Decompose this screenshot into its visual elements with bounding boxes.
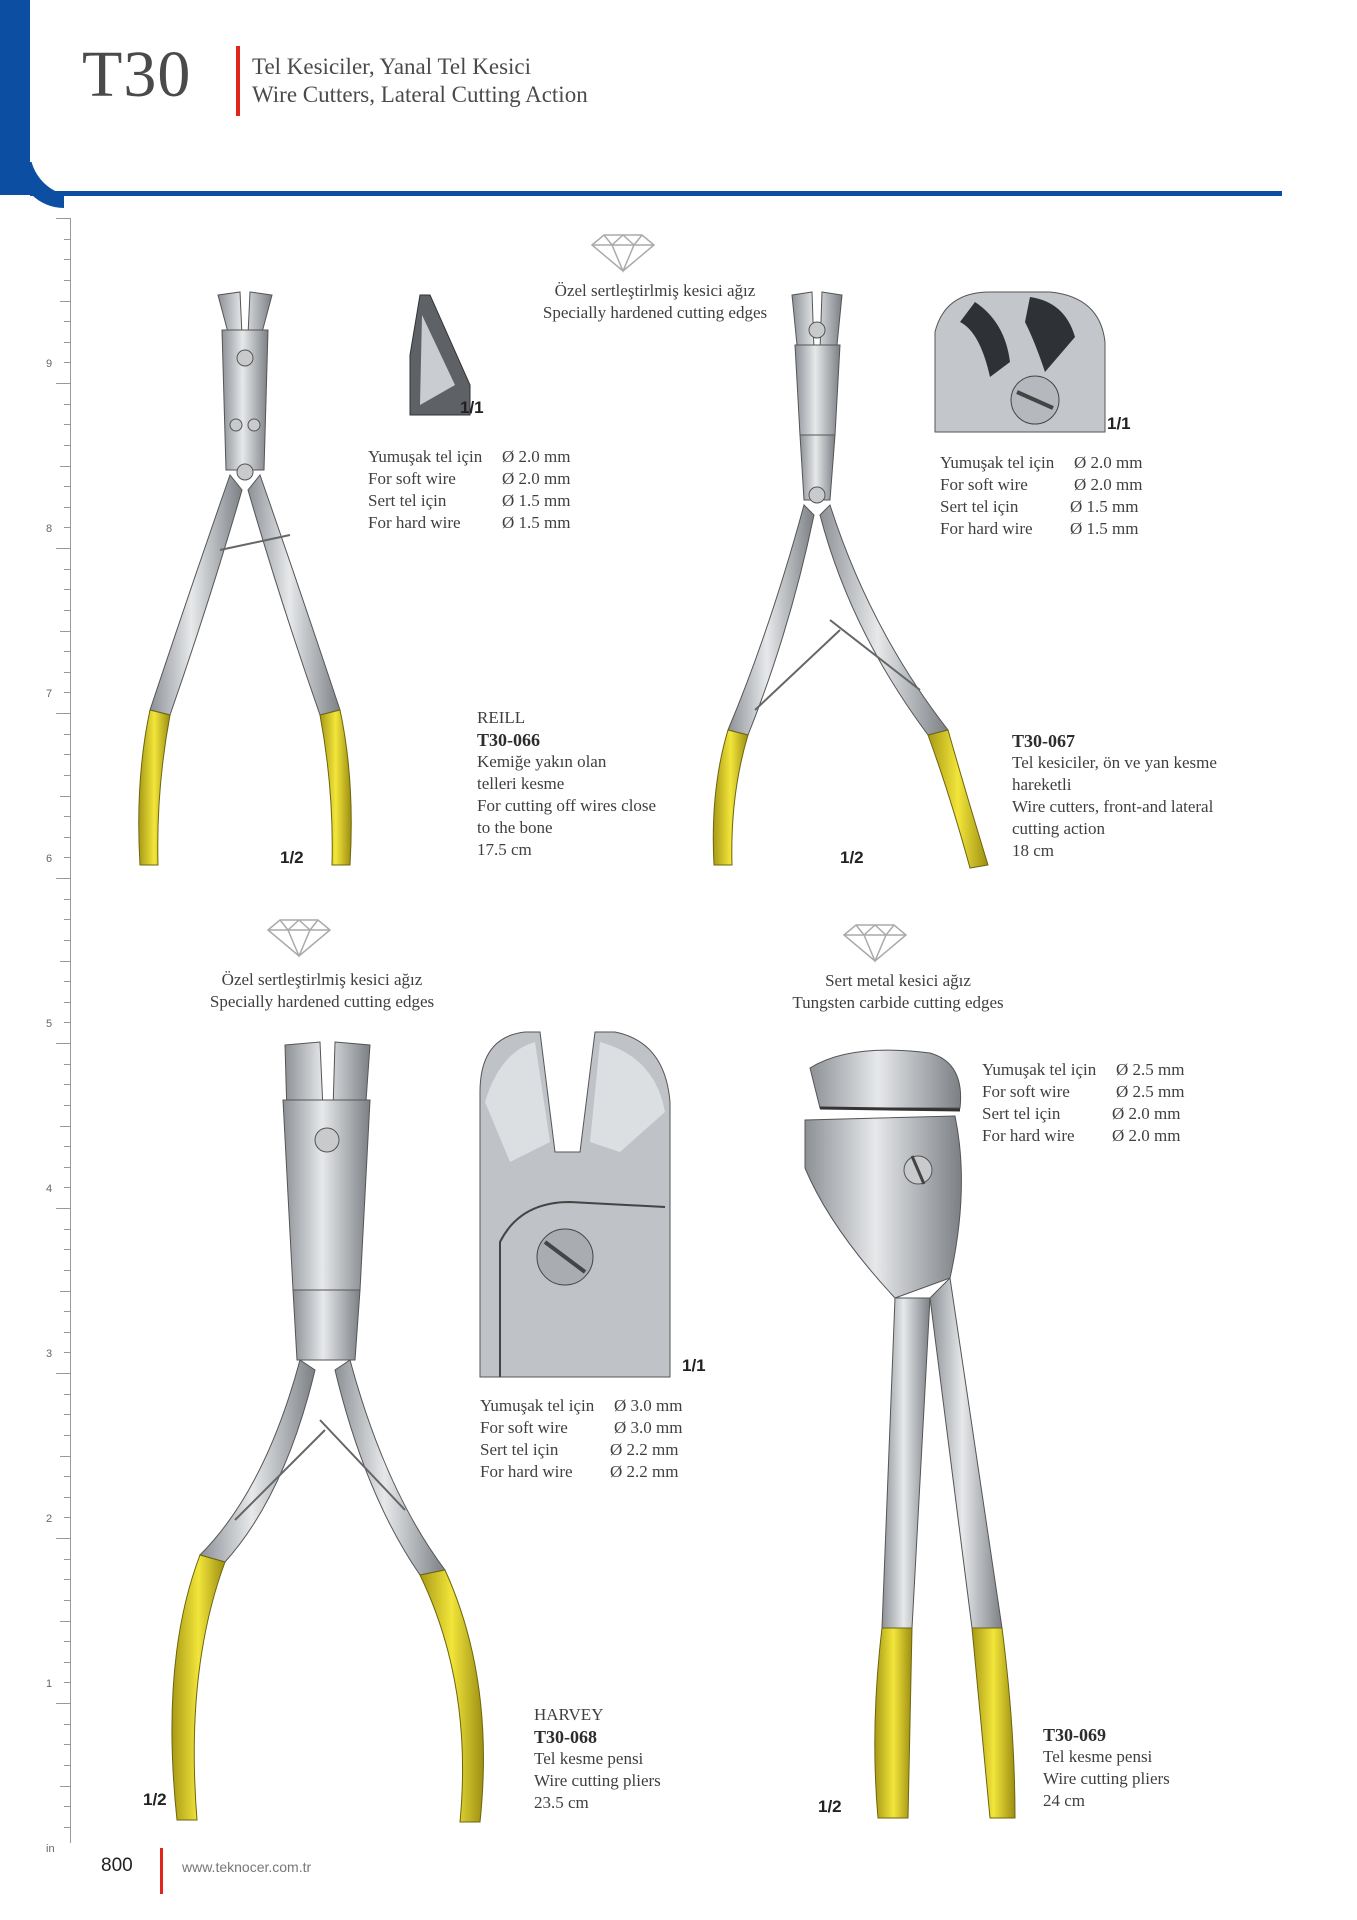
spec-value: Ø 2.0 mm — [1074, 453, 1143, 472]
page-number: 800 — [101, 1855, 133, 1876]
section-title-tr: Tel Kesiciler, Yanal Tel Kesici — [252, 54, 532, 79]
website-link[interactable]: www.teknocer.com.tr — [182, 1859, 312, 1875]
detail-image-t30-066 — [410, 295, 480, 415]
product-desc-en: cutting action — [1012, 819, 1106, 838]
header-rule — [30, 191, 1282, 196]
ruler-number: 1 — [46, 1678, 53, 1690]
spec-label: For hard wire — [982, 1126, 1075, 1145]
badge-text-t30-068 — [172, 969, 472, 1013]
product-size: 23.5 cm — [534, 1793, 589, 1812]
spec-table-t30-066 — [368, 446, 570, 534]
spec-value: Ø 1.5 mm — [1070, 519, 1139, 538]
ruler-number: 7 — [46, 688, 53, 700]
spec-label: Sert tel için — [982, 1104, 1061, 1123]
spec-label: For hard wire — [480, 1462, 573, 1481]
spec-label: Yumuşak tel için — [368, 447, 483, 466]
product-info-t30-067 — [1012, 730, 1217, 862]
spec-value: Ø 3.0 mm — [614, 1396, 683, 1415]
spec-label: Yumuşak tel için — [480, 1396, 595, 1415]
product-info-t30-068 — [534, 1704, 661, 1814]
spec-value: Ø 2.0 mm — [502, 447, 571, 466]
ruler-number: 9 — [46, 358, 53, 370]
spec-table-t30-069 — [982, 1059, 1184, 1147]
header-side-band — [0, 0, 30, 195]
badge-text-t30-069 — [748, 970, 1048, 1014]
spec-value: Ø 2.0 mm — [1112, 1104, 1181, 1123]
product-desc-tr: Tel kesiciler, ön ve yan kesme — [1012, 753, 1217, 772]
product-code: T30-066 — [477, 730, 540, 750]
spec-label: For soft wire — [940, 475, 1028, 494]
ruler-unit: in — [46, 1843, 55, 1855]
product-desc-en: Wire cutters, front-and lateral — [1012, 797, 1214, 816]
ruler-number: 8 — [46, 523, 53, 535]
product-size: 24 cm — [1043, 1791, 1086, 1810]
spec-label: For hard wire — [940, 519, 1033, 538]
product-info-t30-069 — [1043, 1724, 1170, 1812]
header-divider — [236, 46, 240, 116]
product-size: 17.5 cm — [477, 840, 532, 859]
product-desc-tr: telleri kesme — [477, 774, 565, 793]
inch-ruler — [46, 218, 76, 1855]
spec-value: Ø 2.0 mm — [1074, 475, 1143, 494]
spec-label: Sert tel için — [940, 497, 1019, 516]
diamond-icon — [266, 918, 332, 958]
product-desc-en: to the bone — [477, 818, 553, 837]
product-desc-tr: Tel kesme pensi — [534, 1749, 644, 1768]
spec-value: Ø 1.5 mm — [502, 513, 571, 532]
product-size: 18 cm — [1012, 841, 1055, 860]
scale-label: 1/2 — [818, 1797, 842, 1816]
badge-en: Specially hardened cutting edges — [209, 992, 435, 1011]
header-corner — [30, 150, 76, 196]
scale-label: 1/2 — [143, 1790, 167, 1809]
scale-label: 1/1 — [1107, 414, 1131, 433]
spec-label: For hard wire — [368, 513, 461, 532]
spec-label: Sert tel için — [480, 1440, 559, 1459]
spec-value: Ø 1.5 mm — [1070, 497, 1139, 516]
product-desc-tr: Tel kesme pensi — [1043, 1747, 1153, 1766]
badge-en: Specially hardened cutting edges — [542, 303, 768, 322]
spec-value: Ø 2.0 mm — [1112, 1126, 1181, 1145]
ruler-number: 5 — [46, 1018, 53, 1030]
badge-tr: Sert metal kesici ağız — [825, 971, 971, 990]
ruler-number: 6 — [46, 853, 53, 865]
diamond-icon — [590, 233, 656, 273]
product-brand: HARVEY — [534, 1705, 604, 1724]
product-desc-en: For cutting off wires close — [477, 796, 657, 815]
spec-value: Ø 1.5 mm — [502, 491, 571, 510]
spec-label: Yumuşak tel için — [940, 453, 1055, 472]
spec-value: Ø 2.2 mm — [610, 1440, 679, 1459]
spec-value: Ø 2.2 mm — [610, 1462, 679, 1481]
footer-divider — [160, 1848, 163, 1894]
product-code: T30-069 — [1043, 1725, 1106, 1745]
ruler-number: 2 — [46, 1513, 53, 1525]
diamond-icon — [842, 923, 908, 963]
spec-label: For soft wire — [982, 1082, 1070, 1101]
product-code: T30-068 — [534, 1727, 597, 1747]
spec-label: Sert tel için — [368, 491, 447, 510]
ruler-number: 3 — [46, 1348, 53, 1360]
section-code: T30 — [82, 38, 192, 111]
detail-image-t30-067 — [935, 292, 1105, 432]
spec-table-t30-067 — [940, 452, 1142, 540]
spec-label: For soft wire — [368, 469, 456, 488]
spec-value: Ø 2.5 mm — [1116, 1060, 1185, 1079]
detail-image-t30-068 — [460, 1032, 675, 1377]
spec-value: Ø 2.5 mm — [1116, 1082, 1185, 1101]
product-image-t30-069 — [800, 1048, 1030, 1820]
spec-value: Ø 3.0 mm — [614, 1418, 683, 1437]
badge-tr: Özel sertleştirlmiş kesici ağız — [554, 281, 756, 300]
scale-label: 1/2 — [280, 848, 304, 867]
scale-label: 1/1 — [682, 1356, 706, 1375]
scale-label: 1/2 — [840, 848, 864, 867]
spec-table-t30-068 — [480, 1395, 682, 1483]
spec-label: For soft wire — [480, 1418, 568, 1437]
product-desc-tr: hareketli — [1012, 775, 1072, 794]
product-info-t30-066 — [477, 707, 656, 861]
product-desc-tr: Kemiğe yakın olan — [477, 752, 607, 771]
product-code: T30-067 — [1012, 731, 1075, 751]
product-desc-en: Wire cutting pliers — [1043, 1769, 1170, 1788]
scale-label: 1/1 — [460, 398, 484, 417]
badge-en: Tungsten carbide cutting edges — [792, 993, 1004, 1012]
ruler-number: 4 — [46, 1183, 53, 1195]
product-desc-en: Wire cutting pliers — [534, 1771, 661, 1790]
product-brand: REILL — [477, 708, 526, 727]
section-title-en: Wire Cutters, Lateral Cutting Action — [252, 82, 588, 107]
spec-value: Ø 2.0 mm — [502, 469, 571, 488]
spec-label: Yumuşak tel için — [982, 1060, 1097, 1079]
product-image-t30-066 — [130, 290, 350, 870]
badge-tr: Özel sertleştirlmiş kesici ağız — [221, 970, 423, 989]
